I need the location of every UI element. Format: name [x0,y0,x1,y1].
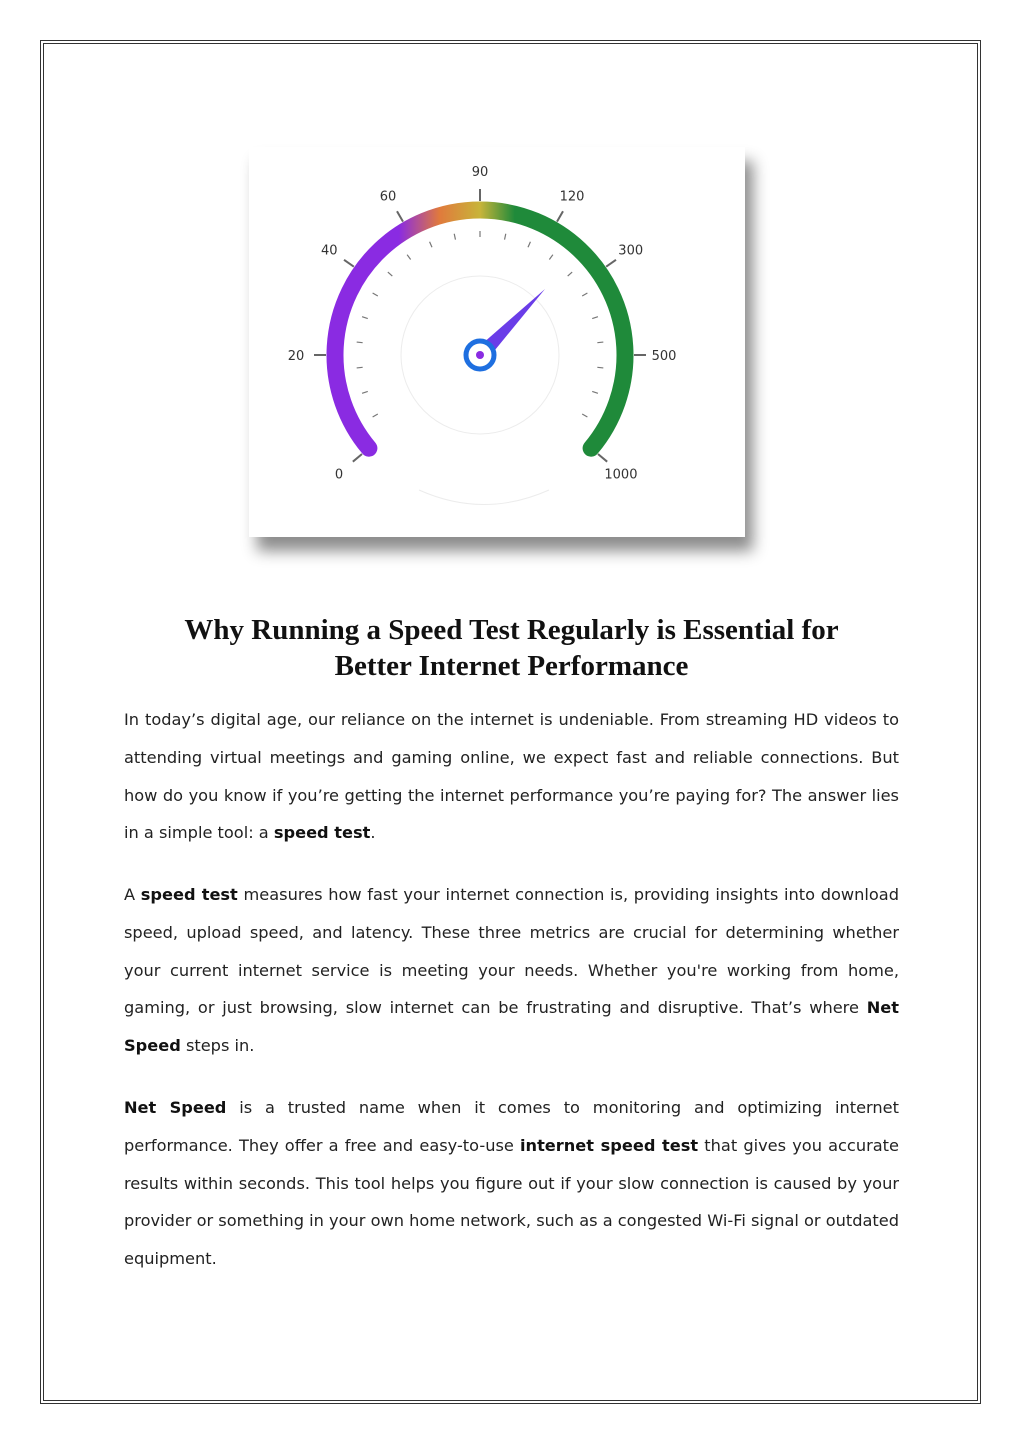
p2-text: measures how fast your internet connection is, providing insights into download speed, upload speed, and latency. These three metrics are crucial for determining whether your current internet service is meeting your needs. Whether you're working from home, gaming, or just browsing, slow internet can be frustrating and disruptive. That’s where [124,885,899,1018]
minor-tick [597,342,603,343]
tick-label-120: 120 [559,189,585,205]
p3-bold-internet-speed-test: internet speed test [520,1135,699,1155]
p1-text: In today’s digital age, our reliance on the internet is undeniable. From streaming HD videos to attending virtual meetings and gaming online, we expect fast and reliable connections. But how do you know if you’re getting the internet performance you’re paying for? The answer lies in a simple tool: a [124,710,899,843]
minor-tick [407,255,411,260]
tick-label-500: 500 [651,349,677,364]
tick-label-0: 0 [334,467,344,483]
tick-label-40: 40 [321,243,338,259]
minor-tick [592,391,598,393]
article-title [110,612,913,684]
speed-arc [335,210,625,448]
minor-tick [430,242,432,247]
minor-tick [357,342,363,343]
major-tick-1000 [598,454,607,462]
minor-tick [362,317,368,319]
paragraph-3 [124,1089,899,1278]
p3-text-2: that gives you accurate results within seconds. This tool helps you figure out if your slow connection is caused by your provider or something in your own home network, such as a congested Wi-Fi signal or outdated equipment. [124,1135,900,1269]
title-line-1: Why Running a Speed Test Regularly is Essential for [184,614,839,646]
p1-end: . [370,823,376,843]
minor-tick [528,242,530,247]
speedometer-figure [249,147,745,537]
gauge-hub-center [476,351,484,359]
p2-end: steps in. [180,1036,255,1056]
bottom-ring [419,490,549,505]
p3-text-1: is a trusted name when it comes to monitoring and optimizing internet performance. They offer a free and easy-to-use [124,1098,899,1155]
tick-label-90: 90 [471,165,489,180]
minor-tick [373,293,378,296]
major-tick-40 [344,260,354,267]
title-line-2: Better Internet Performance [334,650,689,682]
p2-bold-speed-test: speed test [140,885,238,904]
minor-tick [582,293,587,296]
p1-bold-speed-test: speed test [273,823,371,843]
minor-tick [505,234,506,240]
minor-tick [362,391,368,393]
minor-tick [373,414,378,417]
minor-tick [549,255,553,260]
minor-tick [597,367,603,368]
minor-ticks [357,231,604,417]
p3-bold-net-speed: Net Speed [124,1098,227,1117]
minor-tick [592,317,598,319]
p2-start: A [124,885,141,904]
speedometer-gauge [249,147,745,537]
paragraph-2 [124,876,899,1065]
tick-label-1000: 1000 [604,467,638,483]
major-ticks [314,189,646,462]
tick-label-300: 300 [618,243,644,259]
minor-tick [357,367,363,368]
minor-tick [582,414,587,417]
minor-tick [568,272,572,276]
major-tick-120 [557,211,563,221]
p2-bold-net-speed: Net Speed [124,998,899,1056]
major-tick-0 [353,454,362,462]
major-tick-60 [397,211,403,221]
tick-label-60: 60 [379,189,397,205]
minor-tick [454,234,455,240]
major-tick-300 [606,260,616,267]
paragraph-1 [124,701,899,852]
minor-tick [388,272,392,276]
tick-label-20: 20 [287,349,305,364]
